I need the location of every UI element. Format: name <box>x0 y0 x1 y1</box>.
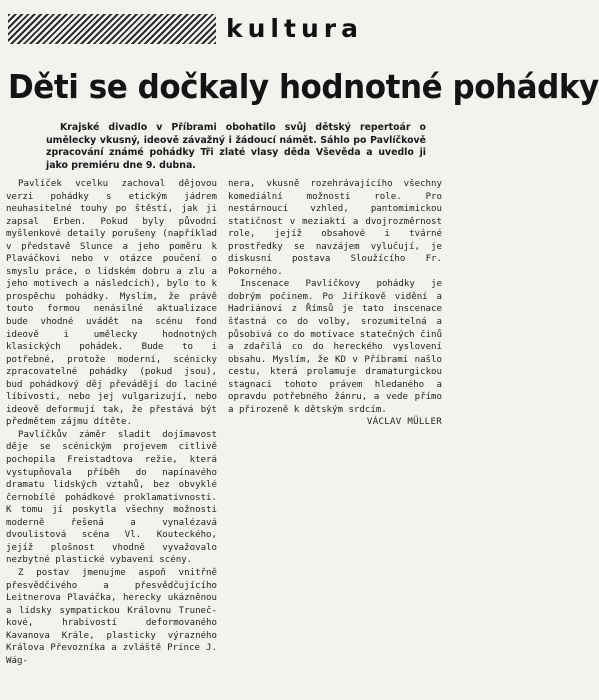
right-paragraph-2: Inscenace Pavlíčkovy pohádky je dobrým počinem. Po Jiříkově vidění a Hadriánovi z Římsů je tato inscenace šťastná co do volby, srozumitelná a působivá co do motivace statečných činů a zdařilá co do hereckého vyslovení obsahu. Myslím, že KD v Příbrami našlo cestu, která prolamuje dramaturgickou stagnaci tohoto právem hledaného a opravdu potřebného žánru, a vede přímo a přirozeně k dětským srdcím. <box>228 279 442 415</box>
right-paragraph-1: nera, vkusně rozehrávajícího všechny komediální možnosti role. Pro nestárnoucí vzhled, pantomimickou statičnost v meziaktí a dvojrozměrnost role, jejíž obsahové i tvárné prostředky se navzájem vylučují, je diskusní postava Sloužícího Fr. Pokorného. <box>228 179 442 277</box>
left-paragraph-3: Z postav jmenujme aspoň vnitřně přesvědčivého a přesvědčujícího Leitnerova Plaváčka, herecky ukázněnou a lidsky sympatickou Královnu Trunečkové, hrabivostí deformovaného Kavanova Krále, plasticky výrazného Králova Převozníka a zvláště Prince J. Wág- <box>6 567 217 666</box>
section-header <box>8 10 445 48</box>
article-lead: Krajské divadlo v Příbrami obohatilo svůj dětský repertoár o umělecky vkusný, ideově závažný i žádoucí námět. Sáhlo po Pavlíčkově zpracování známé pohádky Tři zlaté vlasy děda Vševěda a uvedlo ji jako premiéru dne 9. dubna. <box>46 122 426 171</box>
section-label: kultura <box>226 14 363 43</box>
author-signature: VÁCLAV MÜLLER <box>366 417 442 428</box>
hatched-decoration <box>8 14 216 44</box>
left-paragraph-2: Pavlíčkův záměr sladit dojímavost děje se scénickým projevem citlivě pochopila Freistadtova režie, která vystupňovala příběh do napínavého dramatu lidských vztahů, bez obvyklé černobílé pohádkové proklamativnosti. K tomu jí poskytla všechny možnosti moderně řešená a vynalézavá dvoulistová scéna Vl. Kouteckého, jejíž plošnost vhodně vyvažovalo nezbytné plastické vybavení scény. <box>6 429 217 566</box>
right-column <box>228 178 442 429</box>
left-paragraph-1: Pavlíček vcelku zachoval dějovou verzi pohádky s etickým jádrem neuhasitelné touhy po štěstí, jak ji zapsal Erben. Pokud byly původní myšlenkové detaily porušeny (například v představě Slunce a jeho poměru k Plaváčkovi nebo v otázce poučení o smyslu práce, o lidském dobru a zlu a jeho motivech a následcích), bylo to k prospěchu pohádky. Myslím, že právě touto formou nenásilné aktualizace bude vhodné uvádět na scénu fond ideově i umělecky hodnotných klasických pohádek. Bude to i potřebné, protože moderní, scénicky zpracovatelné pohádky (pokud jsou), bud pohádkový děj převádějí do laciné líbivosti, nebo jej vulgarizují, nebo ideově deformují tak, že přestává být předmětem zájmu dítěte. <box>6 179 217 428</box>
left-column <box>6 178 217 667</box>
article-headline: Děti se dočkaly hodnotné pohádky <box>8 67 599 106</box>
